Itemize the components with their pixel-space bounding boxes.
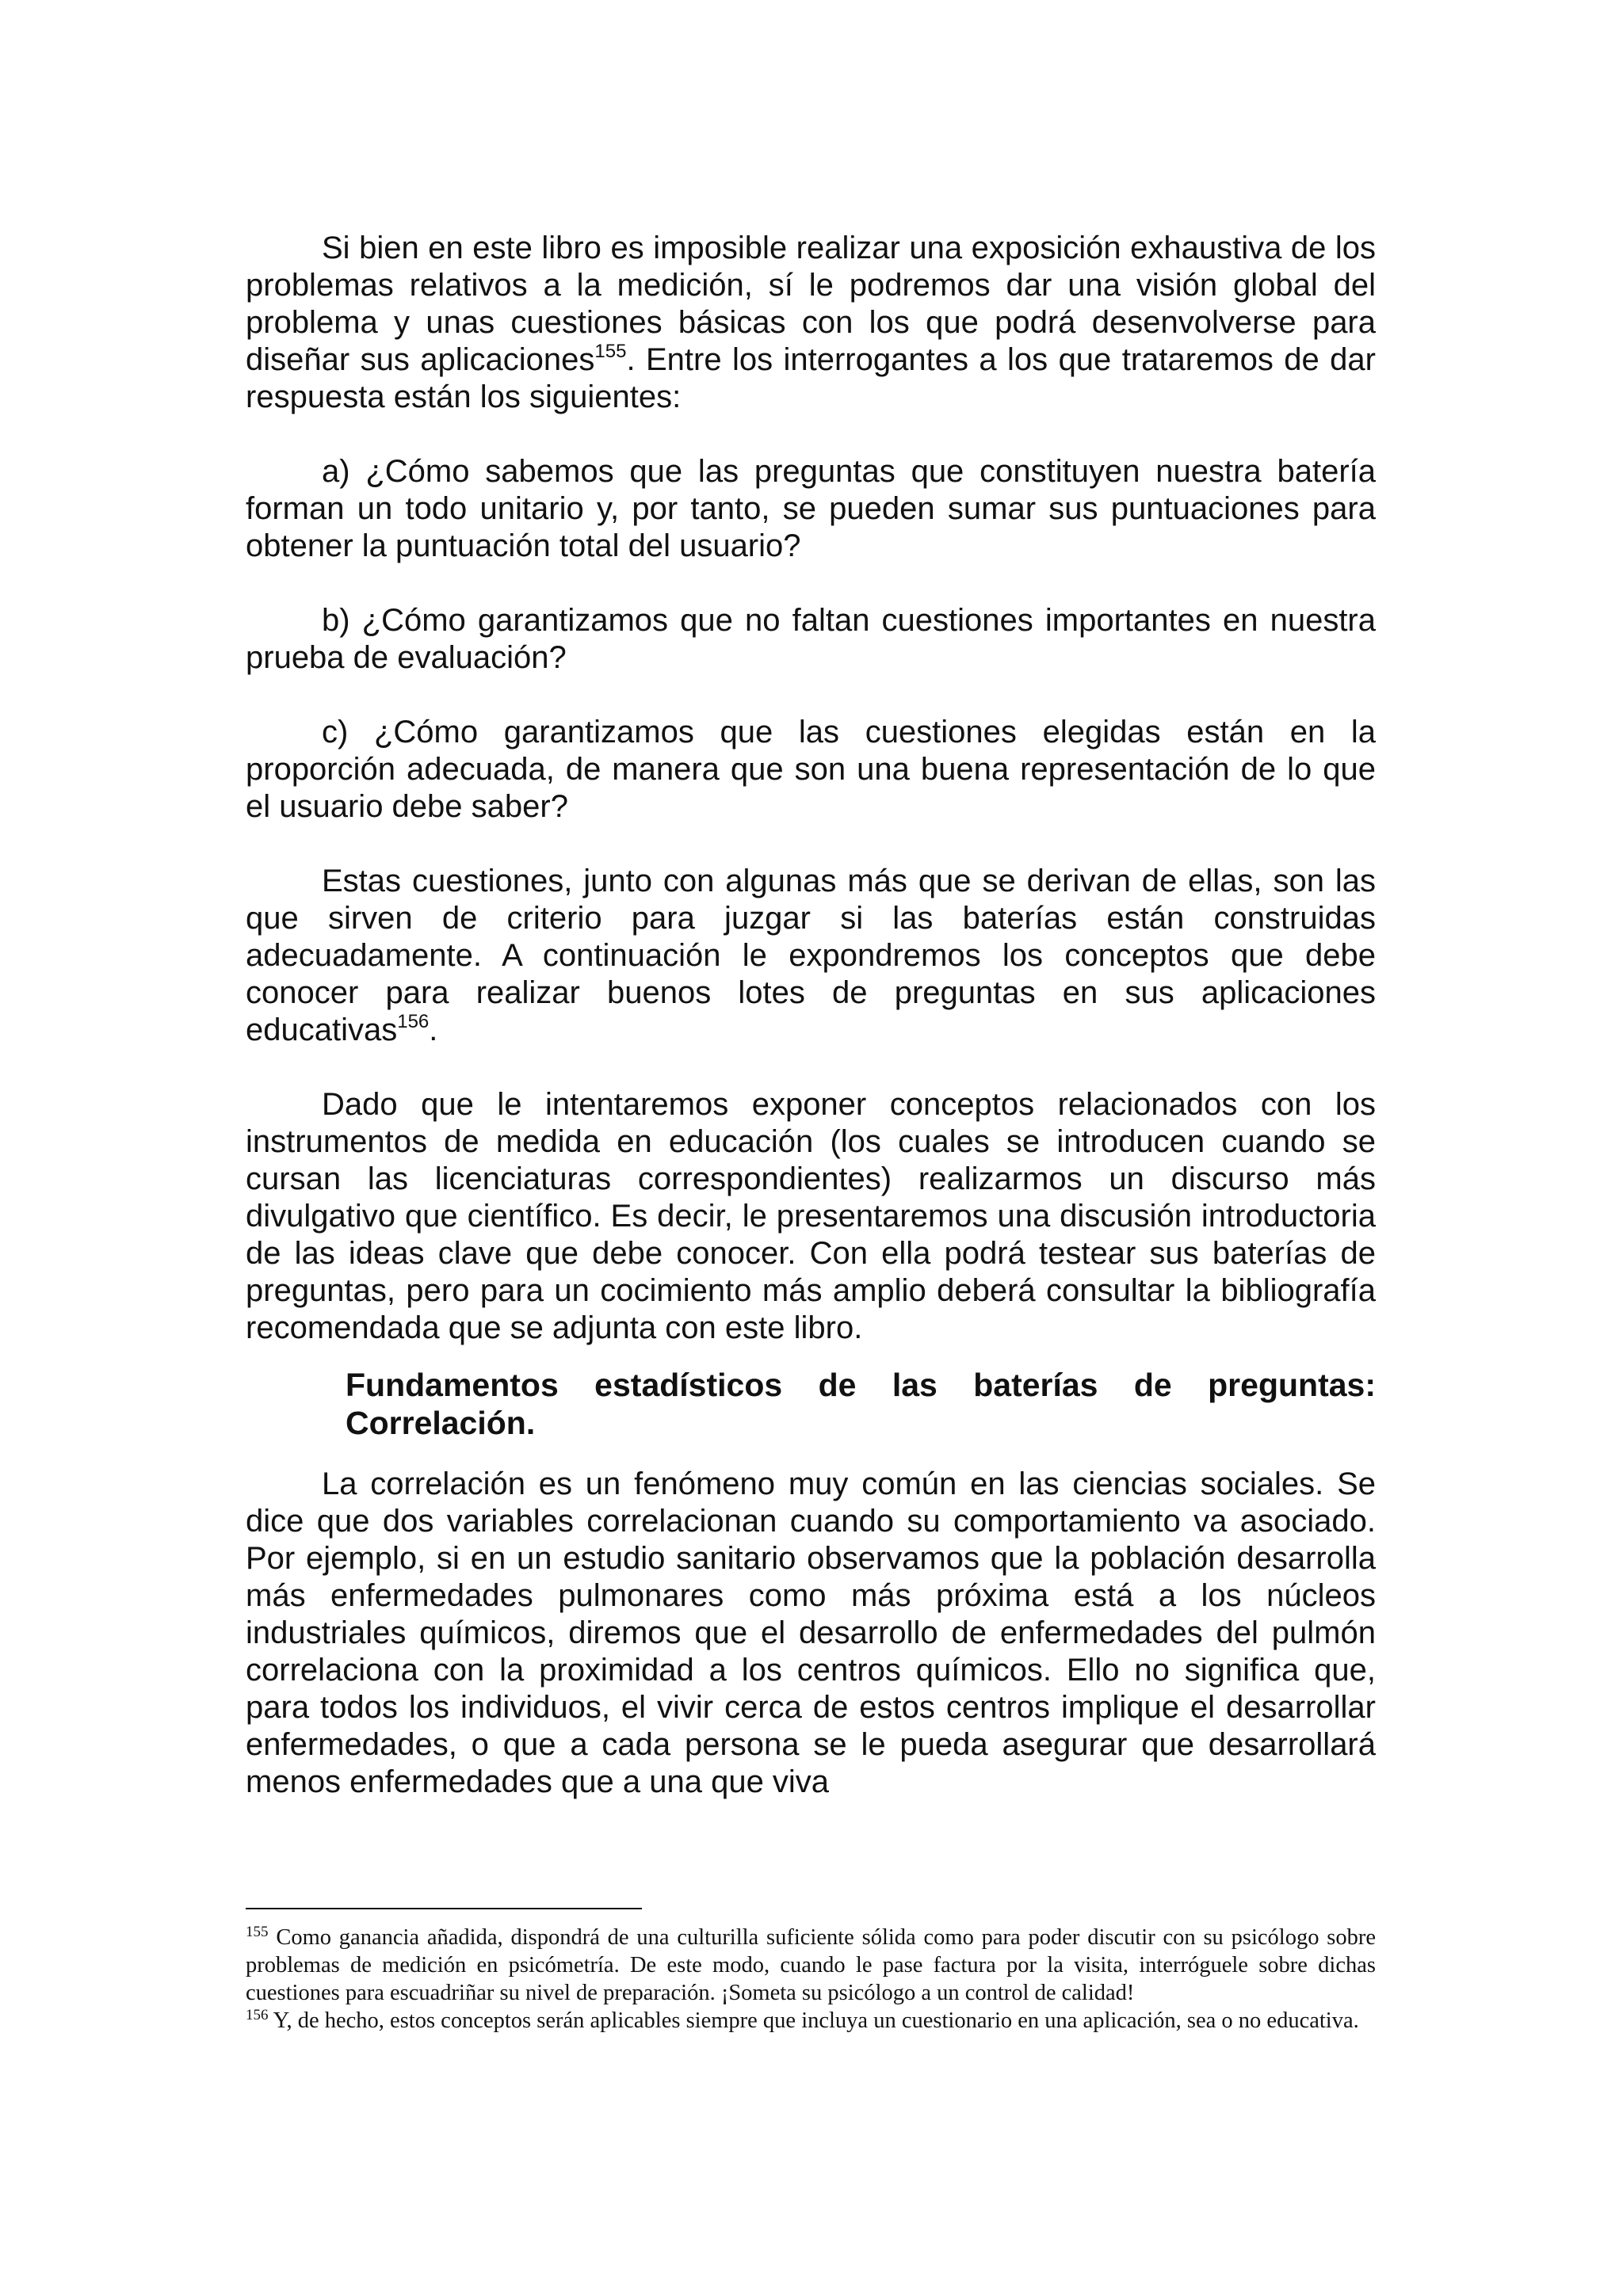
footnote-text: Como ganancia añadida, dispondrá de una culturilla suficiente sólida como para poder discutir con su psicólogo sobre problemas de medición en psicómetría. De este modo, cuando le pase factura por la visita, interróguele sobre dichas cuestiones para escuadriñar su nivel de preparación. ¡Someta su psicólogo a un control de calidad! bbox=[246, 1925, 1376, 2005]
footnote-separator bbox=[246, 1908, 642, 1909]
footnote-ref-156[interactable]: 156 bbox=[397, 1011, 430, 1032]
paragraph-intro: Si bien en este libro es imposible realizar una exposición exhaustiva de los problemas relativos a la medición, sí le podremos dar una visión global del problema y unas cuestiones básicas con los que podrá desenvolverse para diseñar sus aplicaciones$^{155}$. Entre los interrogantes a los que trataremos de dar respuesta están los siguientes: bbox=[246, 231, 1376, 414]
question-b: b) ¿Cómo garantizamos que no faltan cuestiones importantes en nuestra prueba de evaluación? bbox=[246, 603, 1376, 675]
paragraph-correlation: La correlación es un fenómeno muy común en las ciencias sociales. Se dice que dos variables correlacionan cuando su comportamiento va asociado. Por ejemplo, si en un estudio sanitario observamos que la población desarrolla más enfermedades pulmonares como más próxima está a los núcleos industriales químicos, diremos que el desarrollo de enfermedades del pulmón correlaciona con la proximidad a los centros químicos. Ello no significa que, para todos los individuos, el vivir cerca de estos centros implique el desarrollar enfermedades, o que a cada persona se le pueda asegurar que desarrollará menos enfermedades que a una que viva bbox=[246, 1466, 1376, 1799]
section-heading: Fundamentos estadísticos de las baterías de preguntas: Correlación. bbox=[346, 1367, 1376, 1441]
paragraph-criteria: Estas cuestiones, junto con algunas más que se derivan de ellas, son las que sirven de criterio para juzgar si las baterías están construidas adecuadamente. A continuación le expondremos los conceptos que debe conocer para realizar buenos lotes de preguntas en sus aplicaciones educativas$^{156}$. bbox=[246, 864, 1376, 1047]
footnote-number: 156 bbox=[246, 2007, 269, 2023]
main-text bbox=[246, 230, 1376, 1838]
question-c: c) ¿Cómo garantizamos que las cuestiones elegidas están en la proporción adecuada, de manera que son una buena representación de lo que el usuario debe saber? bbox=[246, 715, 1376, 824]
footnote-number: 155 bbox=[246, 1924, 269, 1940]
footnote-text: Y, de hecho, estos conceptos serán aplicables siempre que incluya un cuestionario en una aplicación, sea o no educativa. bbox=[268, 2008, 1359, 2033]
footnote-ref-155[interactable]: 155 bbox=[594, 341, 627, 362]
footnotes bbox=[246, 1924, 1376, 2035]
question-a: a) ¿Cómo sabemos que las preguntas que constituyen nuestra batería forman un todo unitario y, por tanto, se pueden sumar sus puntuaciones para obtener la puntuación total del usuario? bbox=[246, 454, 1376, 563]
footnote-155 bbox=[246, 1924, 1376, 2007]
paragraph-approach: Dado que le intentaremos exponer conceptos relacionados con los instrumentos de medida en educación (los cuales se introducen cuando se cursan las licenciaturas correspondientes) realizarmos un discurso más divulgativo que científico. Es decir, le presentaremos una discusión introductoria de las ideas clave que debe conocer. Con ella podrá testear sus baterías de preguntas, pero para un cocimiento más amplio deberá consultar la bibliografía recomendada que se adjunta con este libro. bbox=[246, 1087, 1376, 1345]
footnote-156 bbox=[246, 2007, 1376, 2035]
